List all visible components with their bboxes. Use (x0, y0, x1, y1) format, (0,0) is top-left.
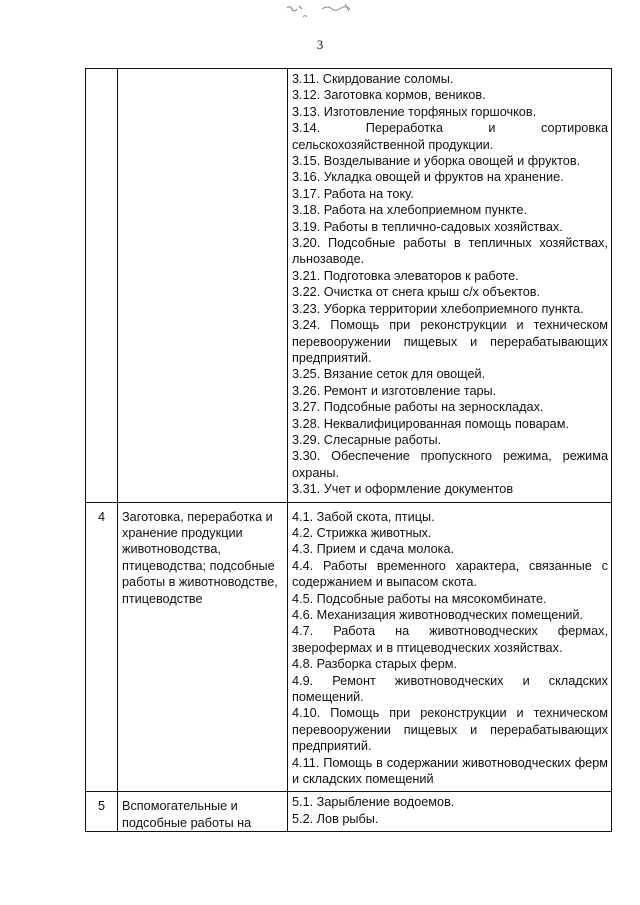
work-types-table (85, 68, 612, 832)
work-item: 3.30. Обеспечение пропускного режима, режима охраны. (292, 449, 608, 480)
row-number-cell (86, 792, 118, 832)
work-item: 4.5. Подсобные работы на мясокомбинате. (292, 591, 547, 606)
work-item: 4.1. Забой скота, птицы. (292, 509, 435, 524)
work-item: 3.23. Уборка территории хлебоприемного пункта. (292, 301, 584, 316)
work-item: 5.2. Лов рыбы. (292, 811, 379, 826)
row-number (86, 69, 117, 75)
work-item: 3.19. Работы в теплично-садовых хозяйствах. (292, 219, 563, 234)
work-category: Заготовка, переработка и хранение продукции животноводства, птицеводства; подсобные работы в животноводстве, птицеводстве (122, 509, 278, 606)
work-item: 4.3. Прием и сдача молока. (292, 542, 455, 557)
row-number-cell (86, 69, 118, 503)
page-number: 3 (316, 37, 324, 52)
work-item: 3.26. Ремонт и изготовление тары. (292, 383, 497, 398)
work-category-cell (118, 502, 288, 792)
work-item: 3.17. Работа на току. (292, 186, 414, 201)
work-item: 3.28. Неквалифицированная помощь поварам. (292, 416, 569, 431)
table-row (86, 69, 612, 503)
row-number: 4 (97, 509, 106, 524)
work-category-cell (118, 69, 288, 503)
work-category (118, 69, 287, 75)
work-category-cell (118, 792, 288, 832)
work-item: 3.12. Заготовка кормов, веников. (292, 88, 486, 103)
work-item: 3.25. Вязание сеток для овощей. (292, 367, 486, 382)
work-item: 3.20. Подсобные работы в тепличных хозяйствах, льнозаводе. (292, 236, 608, 267)
work-item: 4.4. Работы временного характера, связанные с содержанием и выпасом скота. (292, 558, 608, 590)
work-item: 3.18. Работа на хлебоприемном пункте. (292, 203, 527, 218)
work-list-cell (288, 69, 612, 503)
work-category: Вспомогательные и подсобные работы на (122, 799, 252, 830)
work-item: 5.1. Зарыбление водоемов. (292, 795, 455, 810)
work-list-cell (288, 502, 612, 792)
work-list-cell (288, 792, 612, 832)
row-number-cell (86, 502, 118, 792)
work-item: 4.10. Помощь при реконструкции и техническом перевооружении пищевых и перерабатывающих предприятий. (292, 706, 608, 754)
work-item: 3.24. Помощь при реконструкции и техническом перевооружении пищевых и перерабатывающих предприятий. (292, 318, 608, 365)
row-number: 5 (97, 799, 106, 814)
work-item: 3.21. Подготовка элеваторов к работе. (292, 268, 519, 283)
work-item: 3.11. Скирдование соломы. (292, 72, 454, 86)
work-item: 4.7. Работа на животноводческих фермах, зверофермах и в птицеводческих хозяйствах. (292, 624, 608, 655)
table-body (86, 69, 612, 832)
table-row (86, 502, 612, 792)
work-item: 3.31. Учет и оформление документов (292, 482, 514, 497)
work-item: 3.14. Переработка и сортировка сельскохозяйственной продукции. (292, 121, 608, 152)
work-item: 3.29. Слесарные работы. (292, 432, 442, 447)
work-item: 4.8. Разборка старых ферм. (292, 657, 458, 672)
work-item: 4.9. Ремонт животноводческих и складских помещений. (292, 673, 608, 705)
work-item: 3.16. Укладка овощей и фруктов на хранение. (292, 170, 564, 185)
work-item: 4.11. Помощь в содержании животноводческих ферм и складских помещений (292, 755, 608, 787)
work-item: 3.27. Подсобные работы на зерноскладах. (292, 400, 544, 415)
handwritten-scribble (0, 0, 640, 40)
work-item: 3.15. Возделывание и уборка овощей и фруктов. (292, 154, 581, 169)
work-item: 4.6. Механизация животноводческих помещений. (292, 608, 584, 622)
table-row (86, 792, 612, 832)
work-item: 3.22. Очистка от снега крыш с/х объектов. (292, 285, 541, 300)
work-item: 4.2. Стрижка животных. (292, 525, 432, 540)
work-item: 3.13. Изготовление торфяных горшочков. (292, 104, 537, 119)
